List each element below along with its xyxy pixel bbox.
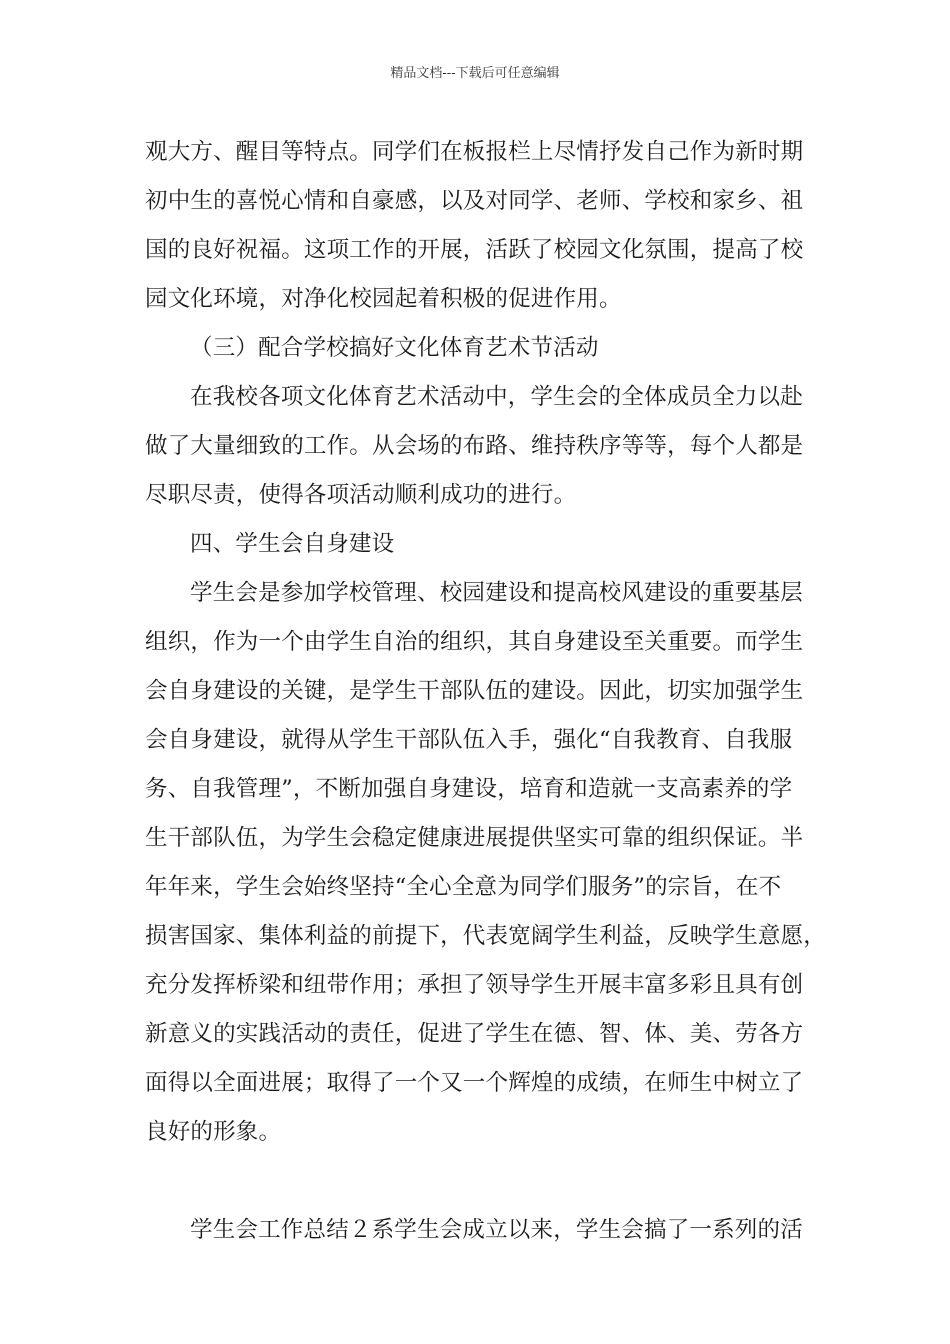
text-line: 在我校各项文化体育艺术活动中，学生会的全体成员全力以赴 bbox=[190, 384, 803, 410]
text-line: 新意义的实践活动的责任，促进了学生在德、智、体、美、劳各方 bbox=[145, 1021, 804, 1047]
text-line: 组织，作为一个由学生自治的组织，其自身建设至关重要。而学生 bbox=[145, 629, 804, 655]
text-line: 学生会是参加学校管理、校园建设和提高校风建设的重要基层 bbox=[190, 580, 803, 606]
text-line: 会自身建设的关键，是学生干部队伍的建设。因此，切实加强学生 bbox=[145, 678, 804, 704]
text-line: 园文化环境，对净化校园起着积极的促进作用。 bbox=[145, 286, 622, 312]
page-header: 精品文档---下载后可任意编辑 bbox=[390, 66, 560, 81]
section-heading: 四、学生会自身建设 bbox=[190, 531, 395, 557]
text-line: 初中生的喜悦心情和自豪感，以及对同学、老师、学校和家乡、祖 bbox=[145, 188, 804, 214]
section-heading: （三）配合学校搞好文化体育艺术节活动 bbox=[190, 335, 599, 361]
text-line: 学生会工作总结２系学生会成立以来，学生会搞了一系列的活 bbox=[190, 1217, 803, 1243]
text-line: 会自身建设，就得从学生干部队伍入手，强化“自我教育、自我服 bbox=[145, 727, 793, 753]
text-line: 国的良好祝福。这项工作的开展，活跃了校园文化氛围，提高了校 bbox=[145, 237, 804, 263]
document-body bbox=[145, 128, 827, 1255]
text-line: 务、自我管理”，不断加强自身建设，培育和造就一支高素养的学 bbox=[145, 776, 793, 802]
text-line: 尽职尽责，使得各项活动顺利成功的进行。 bbox=[145, 482, 577, 508]
text-line: 良好的形象。 bbox=[145, 1119, 282, 1145]
text-line: 面得以全面进展；取得了一个又一个辉煌的成绩，在师生中树立了 bbox=[145, 1070, 804, 1096]
paragraph-gap bbox=[145, 1157, 820, 1206]
text-line: 年年来，学生会始终坚持“全心全意为同学们服务”的宗旨，在不 bbox=[145, 874, 782, 900]
text-line: 做了大量细致的工作。从会场的布路、维持秩序等等，每个人都是 bbox=[145, 433, 804, 459]
text-line: 充分发挥桥梁和纽带作用；承担了领导学生开展丰富多彩且具有创 bbox=[145, 972, 804, 998]
text-line: 损害国家、集体利益的前提下，代表宽阔学生利益，反映学生意愿， bbox=[145, 923, 827, 949]
text-line: 生干部队伍，为学生会稳定健康进展提供坚实可靠的组织保证。半 bbox=[145, 825, 804, 851]
text-line: 观大方、醒目等特点。同学们在板报栏上尽情抒发自己作为新时期 bbox=[145, 139, 804, 165]
